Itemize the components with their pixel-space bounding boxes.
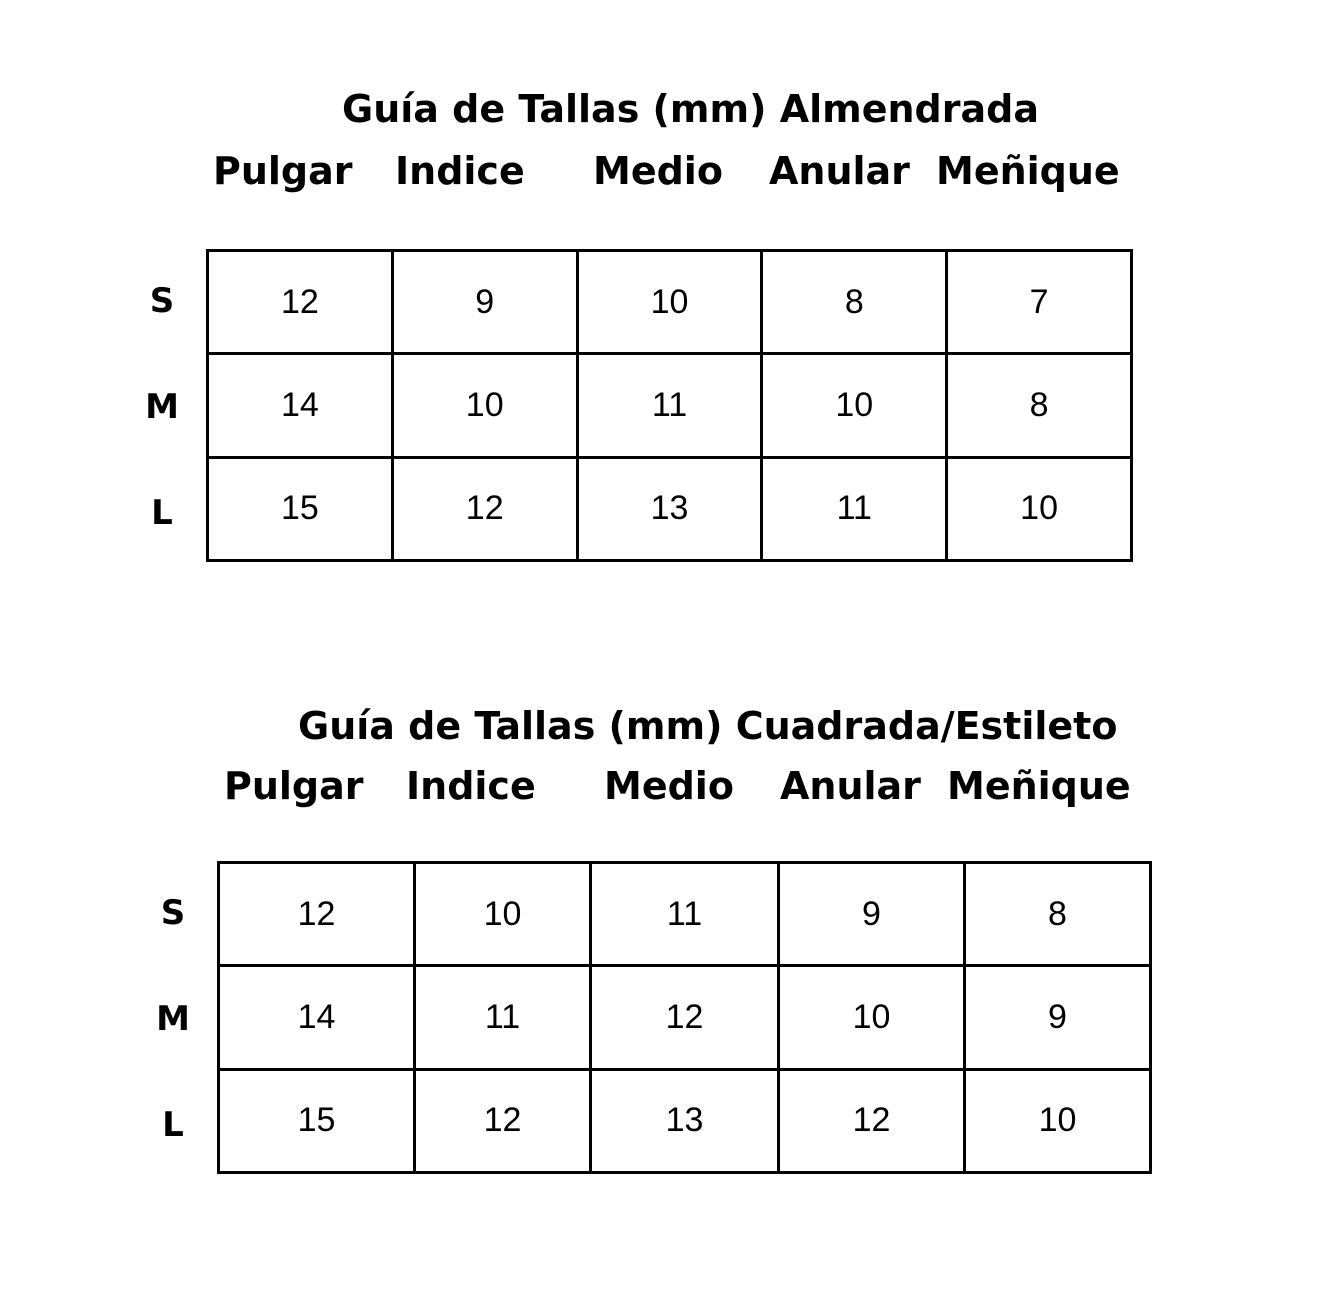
table-2-col-menique: Meñique — [947, 764, 1131, 808]
table-2-col-medio: Medio — [604, 764, 734, 808]
table-cell: 11 — [577, 354, 762, 457]
size-table-cuadrada-estileto — [217, 861, 1152, 1174]
table-cell: 9 — [392, 251, 577, 354]
table-1-col-medio: Medio — [593, 149, 723, 193]
table-row — [208, 457, 1132, 560]
table-row — [208, 354, 1132, 457]
table-1-col-pulgar: Pulgar — [213, 149, 353, 193]
table-row — [219, 863, 1151, 966]
table-row — [208, 251, 1132, 354]
table-2-row-label-m: M — [156, 999, 190, 1039]
table-cell: 12 — [392, 457, 577, 560]
table-2-row-label-s: S — [160, 893, 186, 933]
table-cell: 7 — [947, 251, 1132, 354]
table-1-row-label-s: S — [149, 281, 175, 321]
table-2-col-pulgar: Pulgar — [224, 764, 364, 808]
table-cell: 13 — [591, 1069, 779, 1172]
table-cell: 9 — [779, 863, 965, 966]
table-cell: 11 — [591, 863, 779, 966]
table-cell: 13 — [577, 457, 762, 560]
table-cell: 8 — [965, 863, 1151, 966]
table-cell: 10 — [947, 457, 1132, 560]
table-cell: 12 — [208, 251, 393, 354]
table-cell: 10 — [415, 863, 591, 966]
table-cell: 11 — [762, 457, 947, 560]
table-2-title: Guía de Tallas (mm) Cuadrada/Estileto — [298, 704, 1118, 748]
table-cell: 10 — [762, 354, 947, 457]
table-cell: 10 — [965, 1069, 1151, 1172]
table-cell: 8 — [947, 354, 1132, 457]
table-cell: 8 — [762, 251, 947, 354]
table-cell: 12 — [779, 1069, 965, 1172]
table-cell: 14 — [208, 354, 393, 457]
table-2-col-indice: Indice — [406, 764, 536, 808]
table-cell: 12 — [591, 966, 779, 1069]
table-cell: 12 — [415, 1069, 591, 1172]
table-cell: 10 — [392, 354, 577, 457]
table-1-col-indice: Indice — [395, 149, 525, 193]
table-1-col-anular: Anular — [769, 149, 910, 193]
table-2-col-anular: Anular — [780, 764, 921, 808]
table-cell: 15 — [219, 1069, 415, 1172]
table-row — [219, 966, 1151, 1069]
table-cell: 9 — [965, 966, 1151, 1069]
table-cell: 15 — [208, 457, 393, 560]
table-cell: 14 — [219, 966, 415, 1069]
table-cell: 12 — [219, 863, 415, 966]
table-cell: 10 — [779, 966, 965, 1069]
table-1-title: Guía de Tallas (mm) Almendrada — [342, 87, 1039, 131]
table-1-row-label-l: L — [151, 493, 173, 533]
table-2-row-label-l: L — [162, 1105, 184, 1145]
table-1-row-label-m: M — [145, 387, 179, 427]
table-1-col-menique: Meñique — [936, 149, 1120, 193]
table-row — [219, 1069, 1151, 1172]
size-table-almendrada — [206, 249, 1133, 562]
table-cell: 10 — [577, 251, 762, 354]
table-cell: 11 — [415, 966, 591, 1069]
